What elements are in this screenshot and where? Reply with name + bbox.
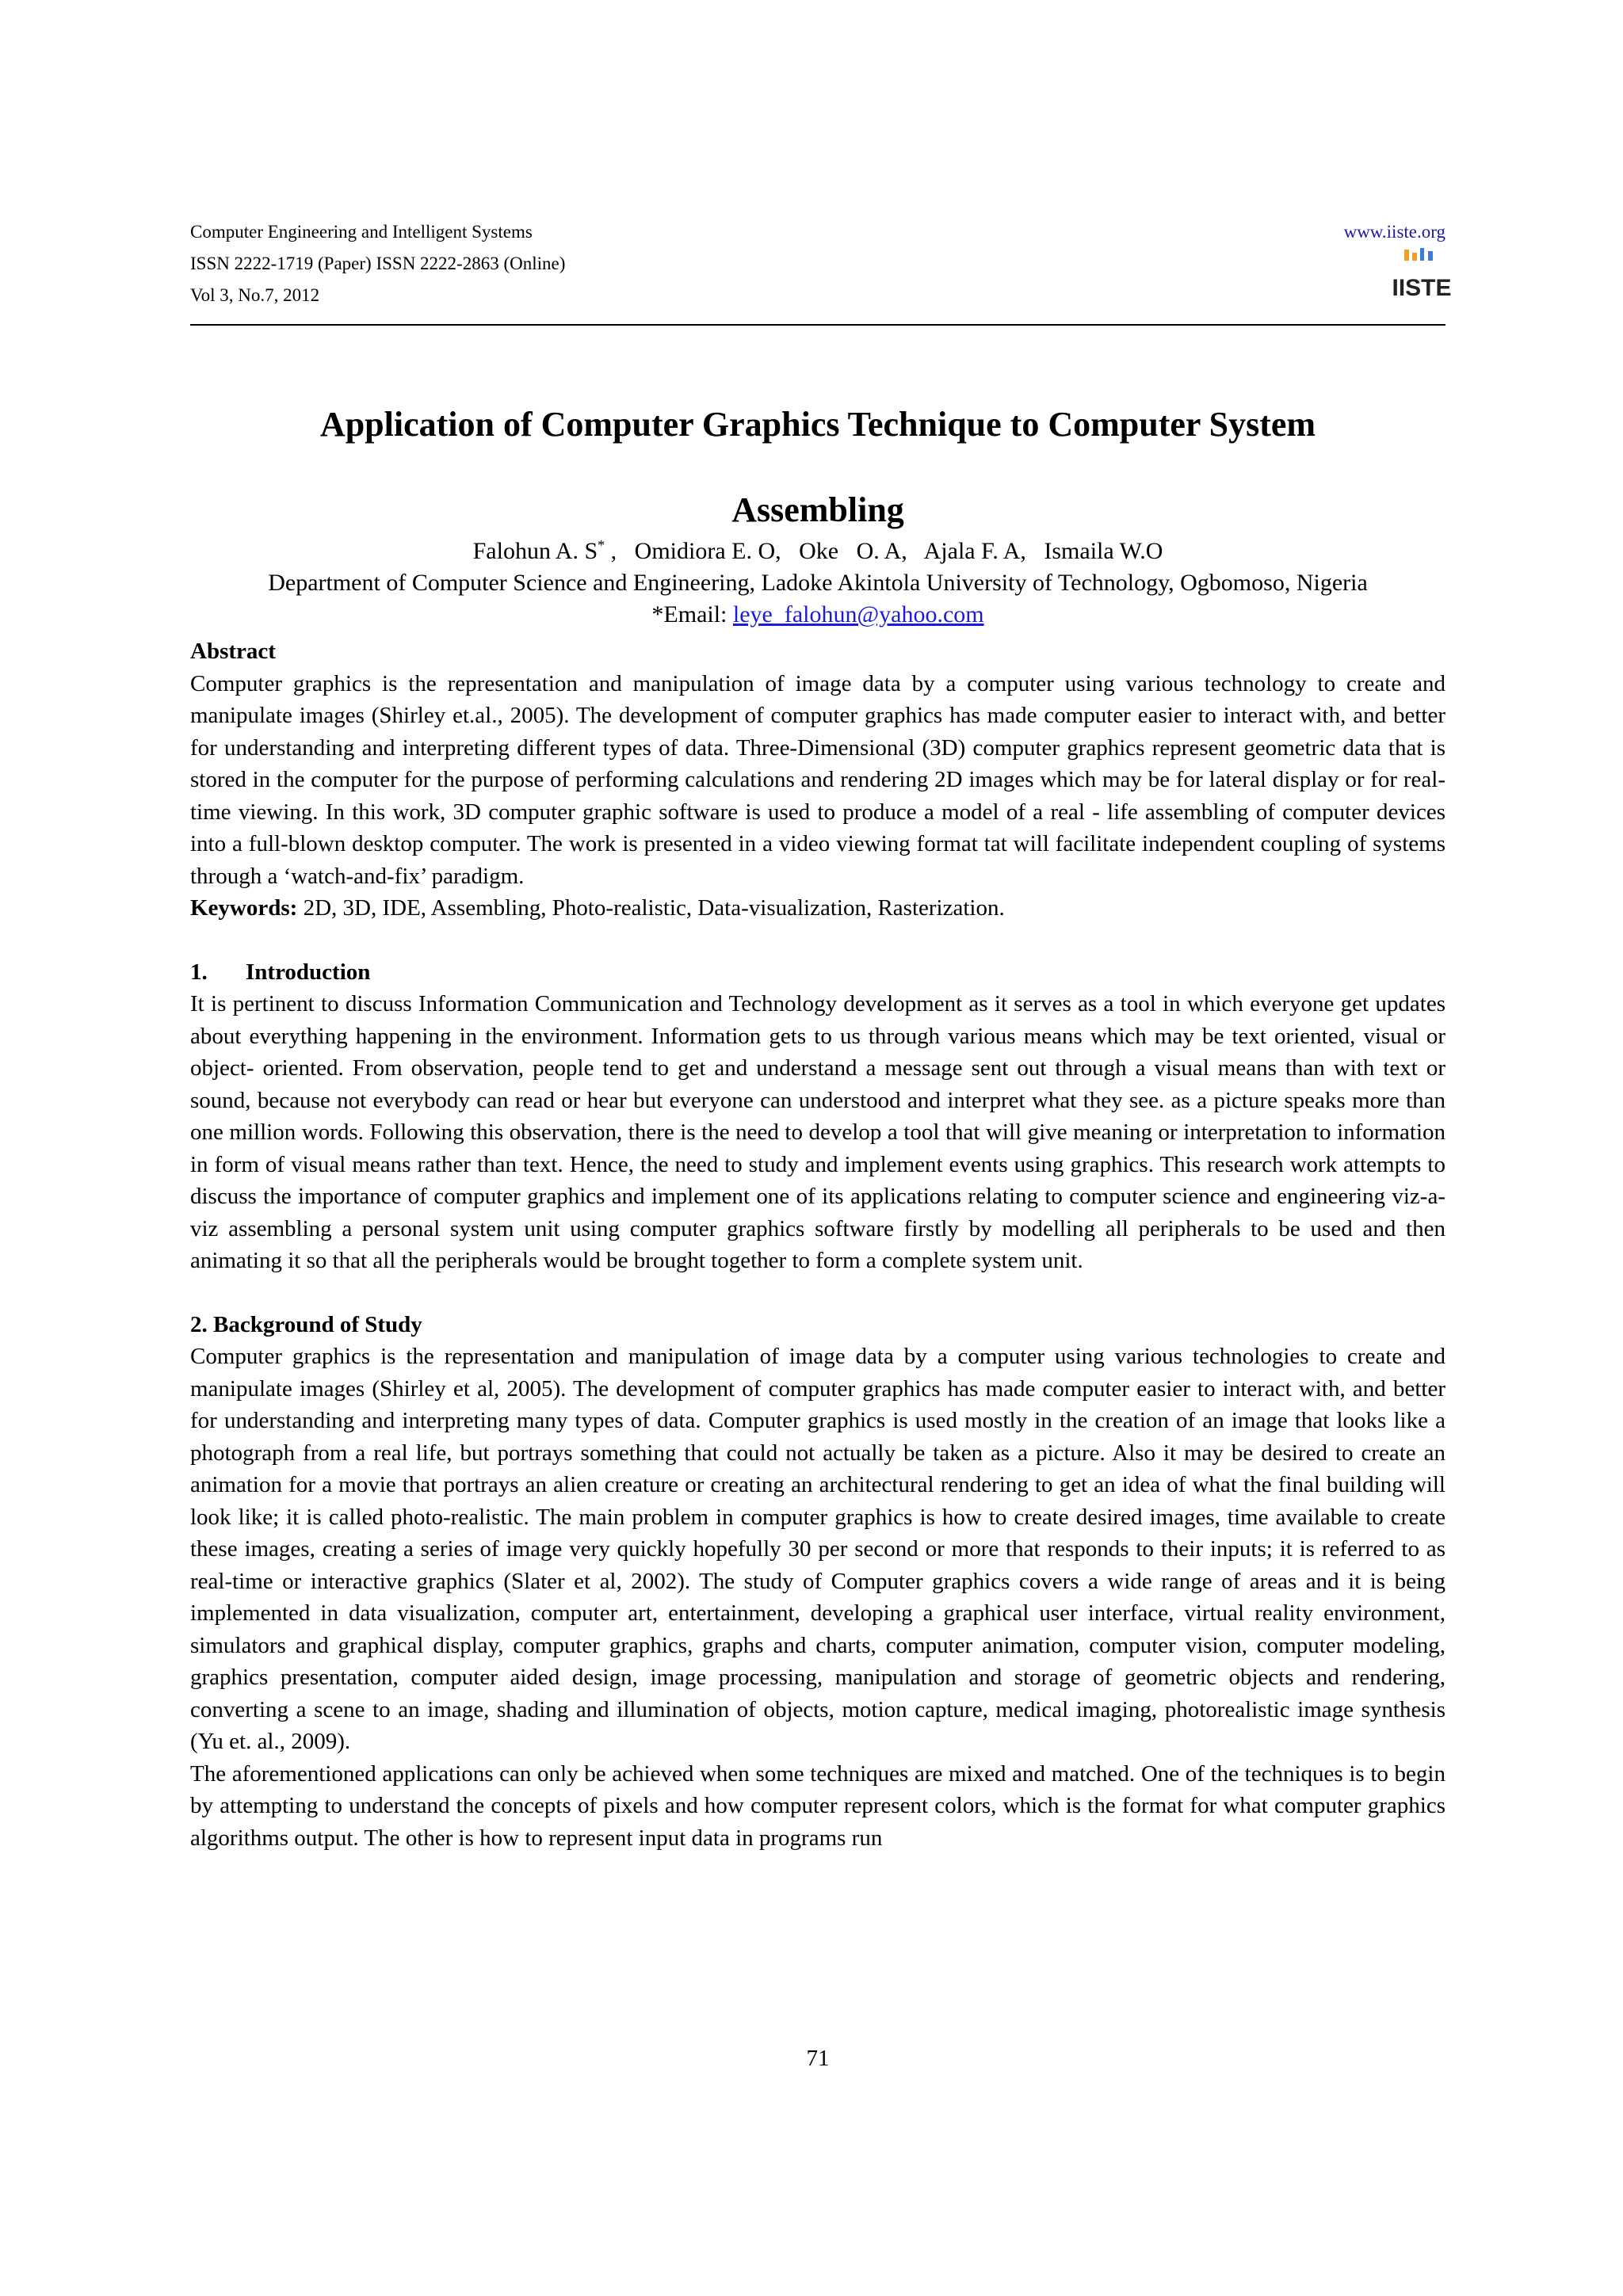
- affiliation: Department of Computer Science and Engineering, Ladoke Akintola University of Technology, Ogbomoso, Nigeria: [268, 570, 1368, 596]
- background-heading: 2. Background of Study: [190, 1311, 422, 1337]
- keywords-list: 2D, 3D, IDE, Assembling, Photo-realistic, Data-visualization, Rasterization.: [297, 895, 1005, 921]
- keywords-label: Keywords:: [190, 895, 298, 921]
- author-list: [190, 536, 1445, 567]
- other-authors: , Omidiora E. O, Oke O. A, Ajala F. A, Ismaila W.O: [605, 538, 1163, 564]
- title-line-1: Application of Computer Graphics Technique to Computer System: [319, 405, 1316, 444]
- introduction-number: 1.: [190, 959, 208, 985]
- journal-name: Computer Engineering and Intelligent Systems: [190, 222, 533, 242]
- journal-url[interactable]: www.iiste.org: [1343, 222, 1445, 242]
- journal-info: [190, 216, 1445, 311]
- journal-site: [1343, 216, 1452, 301]
- running-header: [190, 216, 1452, 311]
- iiste-logo-icon: [1392, 248, 1452, 301]
- background-paragraph-1: Computer graphics is the representation and manipulation of image data by a computer using various technologies to create and manipulate images (Shirley et al, 2005). The development of computer graphics has made computer easier to interact with, and better for understanding and interpreting many types of data. Computer graphics is used mostly in the creation of an image that looks like a photograph from a real life, but portrays something that could not actually be taken as a picture. Also it may be desired to create an animation for a movie that portrays an alien creature or creating an architectural rendering to get an idea of what the final building will look like; it is called photo-realistic. The main problem in computer graphics is how to create desired images, time available to create these images, creating a series of image very quickly hopefully 30 per second or more that responds to their inputs; it is referred to as real-time or interactive graphics (Slater et al, 2002). The study of Computer graphics covers a wide range of areas and it is being implemented in data visualization, computer art, entertainment, developing a graphical user interface, virtual reality environment, simulators and graphical display, computer graphics, graphs and charts, computer animation, computer vision, computer modeling, graphics presentation, computer aided design, image processing, manipulation and storage of geometric objects and rendering, converting a scene to an image, shading and illumination of objects, motion capture, medical imaging, photorealistic image synthesis (Yu et. al., 2009).: [190, 1344, 1445, 1754]
- introduction-heading: [190, 956, 1445, 989]
- header-divider: [190, 324, 1445, 326]
- paper-body: [190, 635, 1445, 1854]
- first-author: Falohun A. S: [472, 538, 598, 564]
- author-block: [190, 536, 1445, 631]
- background-paragraph-2: The aforementioned applications can only be achieved when some techniques are mixed and matched. One of the techniques is to begin by attempting to understand the concepts of pixels and how computer represent colors, which is the format for what computer graphics algorithms output. The other is how to represent input data in programs run: [190, 1760, 1445, 1851]
- section-gap: [190, 1277, 1445, 1309]
- paper-title: [190, 382, 1445, 553]
- introduction-text: It is pertinent to discuss Information Communication and Technology development as it serves as a tool in which everyone get updates about everything happening in the environment. Information gets to us through various means which may be text oriented, visual or object- oriented. From observation, people tend to get and understand a message sent out through a visual means than with text or sound, because not everybody can read or hear but everyone can understood and interpret what they see. as a picture speaks more than one million words. Following this observation, there is the need to develop a tool that will give meaning or interpretation to information in form of visual means rather than text. Hence, the need to study and implement events using graphics. This research work attempts to discuss the importance of computer graphics and implement one of its applications relating to computer science and engineering viz-a-viz assembling a personal system unit using computer graphics software firstly by modelling all peripherals to be used and then animating it so that all the peripherals would be brought together to form a complete system unit.: [190, 991, 1445, 1273]
- introduction-title: Introduction: [246, 959, 371, 985]
- page-number: 71: [806, 2046, 830, 2071]
- corresponding-mark: *: [598, 537, 605, 553]
- journal-volume: Vol 3, No.7, 2012: [190, 285, 320, 305]
- email-line: [190, 599, 1445, 631]
- email-label: *Email:: [651, 601, 733, 627]
- logo-text: IISTE: [1392, 275, 1452, 301]
- email-link[interactable]: leye_falohun@yahoo.com: [732, 601, 984, 627]
- abstract-heading: Abstract: [190, 639, 276, 664]
- journal-issn: ISSN 2222-1719 (Paper) ISSN 2222-2863 (Online): [190, 254, 566, 273]
- section-gap: [190, 925, 1445, 956]
- abstract-text: Computer graphics is the representation and manipulation of image data by a computer using various technology to create and manipulate images (Shirley et.al., 2005). The development of computer graphics has made computer easier to interact with, and better for understanding and interpreting different types of data. Three-Dimensional (3D) computer graphics represent geometric data that is stored in the computer for the purpose of performing calculations and rendering 2D images which may be for lateral display or for real-time viewing. In this work, 3D computer graphic software is used to produce a model of a real - life assembling of computer devices into a full-blown desktop computer. The work is presented in a video viewing format tat will facilitate independent coupling of systems through a ‘watch-and-fix’ paradigm.: [190, 670, 1445, 889]
- title-line-2: Assembling: [731, 490, 904, 529]
- keywords-line: [190, 892, 1445, 925]
